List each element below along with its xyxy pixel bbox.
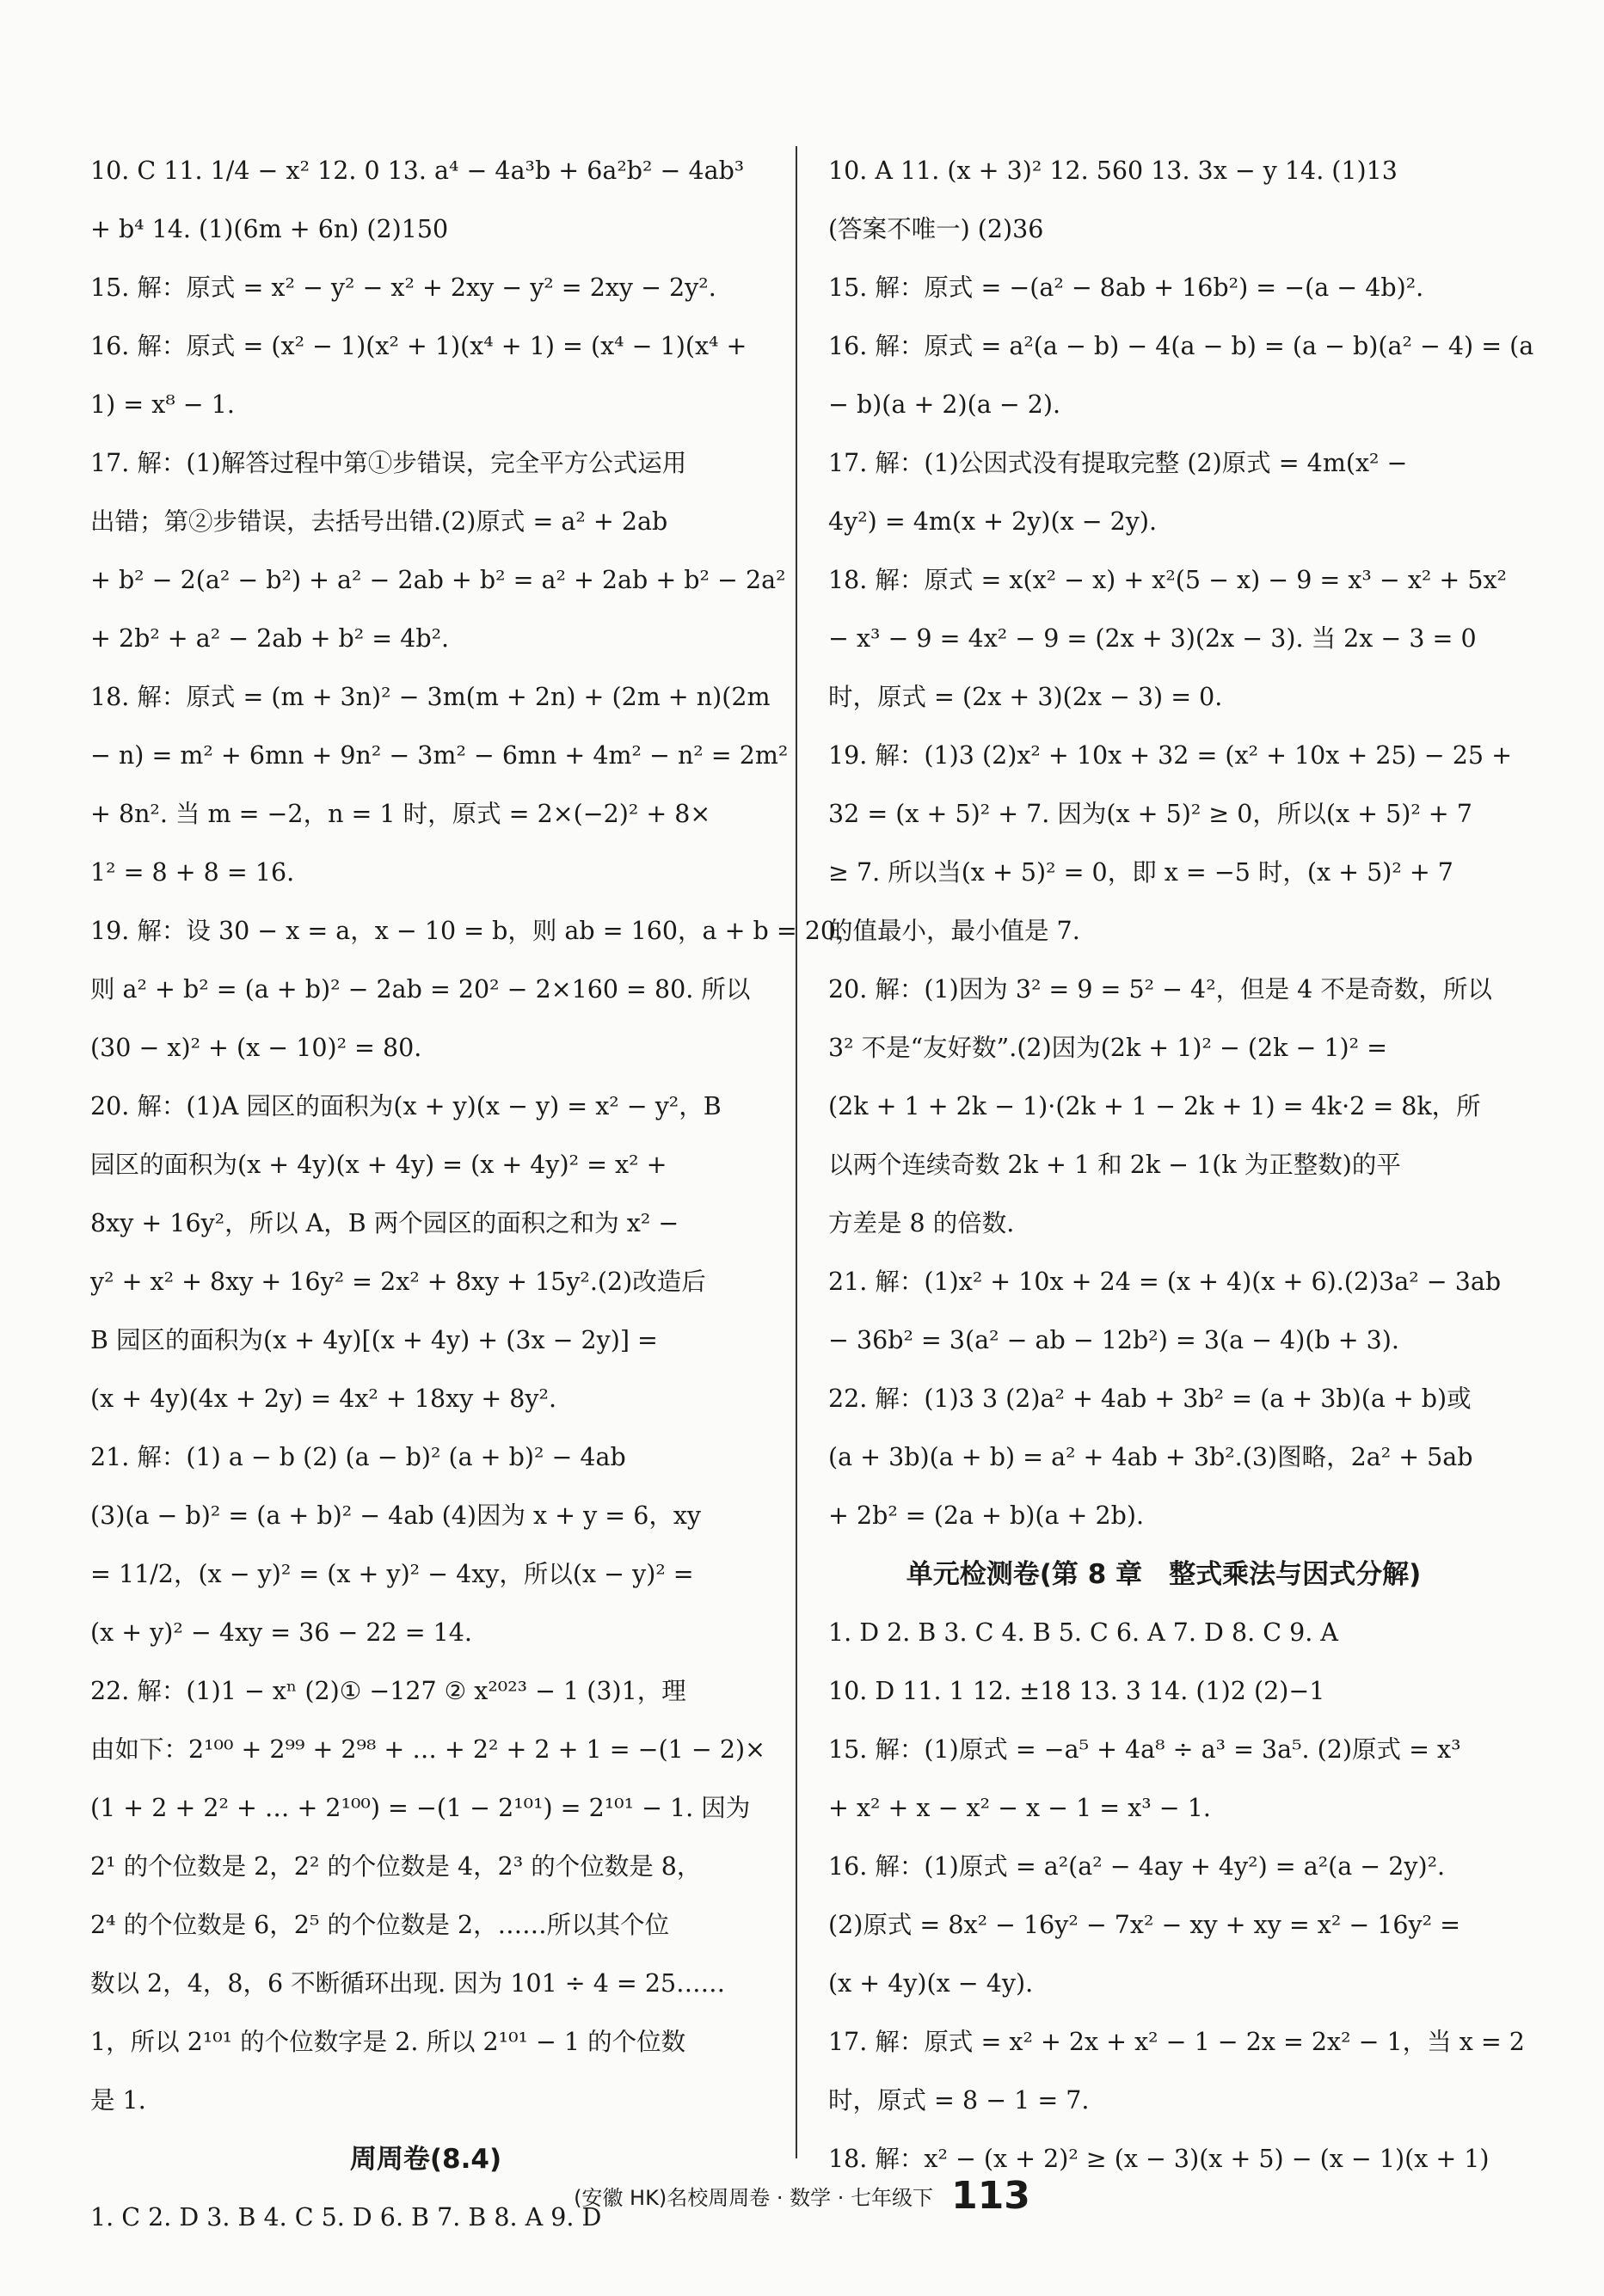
answer-line: 17. 解：(1)解答过程中第①步错误，完全平方公式运用 bbox=[90, 449, 687, 477]
answer-line: 22. 解：(1)1 − xⁿ (2)① −127 ② x²⁰²³ − 1 (3)1，理 bbox=[90, 1677, 686, 1705]
answer-line: 15. 解：原式 = x² − y² − x² + 2xy − y² = 2xy − 2y². bbox=[90, 273, 716, 302]
left-column bbox=[90, 142, 861, 2247]
answer-line: 方差是 8 的倍数. bbox=[828, 1209, 1015, 1237]
answer-line: + 8n². 当 m = −2，n = 1 时，原式 = 2×(−2)² + 8× bbox=[90, 800, 711, 828]
page-footer bbox=[0, 2174, 1604, 2234]
answer-line: − n) = m² + 6mn + 9n² − 3m² − 6mn + 4m² − n² = 2m² bbox=[90, 741, 789, 770]
answer-line: − x³ − 9 = 4x² − 9 = (2x + 3)(2x − 3). 当 2x − 3 = 0 bbox=[828, 624, 1477, 653]
answer-line: 则 a² + b² = (a + b)² − 2ab = 20² − 2×160 = 80. 所以 bbox=[90, 975, 751, 1004]
answer-line: 1) = x⁸ − 1. bbox=[90, 390, 235, 419]
answer-line: 15. 解：(1)原式 = −a⁵ + 4a⁸ ÷ a³ = 3a⁵. (2)原式 = x³ bbox=[828, 1735, 1461, 1764]
right-column bbox=[828, 142, 1534, 2189]
answer-line: 以两个连续奇数 2k + 1 和 2k − 1(k 为正整数)的平 bbox=[828, 1151, 1401, 1179]
answer-line: (答案不唯一) (2)36 bbox=[828, 215, 1044, 243]
answer-line: 17. 解：原式 = x² + 2x + x² − 1 − 2x = 2x² − 1，当 x = 2 bbox=[828, 2028, 1525, 2056]
answer-line: (x + 4y)(x − 4y). bbox=[828, 1969, 1034, 1998]
answer-line: B 园区的面积为(x + 4y)[(x + 4y) + (3x − 2y)] = bbox=[90, 1326, 658, 1354]
answer-line: 16. 解：原式 = a²(a − b) − 4(a − b) = (a − b)(a² − 4) = (a bbox=[828, 332, 1534, 360]
column-divider bbox=[796, 146, 797, 2158]
answer-line: 1，所以 2¹⁰¹ 的个位数字是 2. 所以 2¹⁰¹ − 1 的个位数 bbox=[90, 2028, 686, 2056]
answer-line: (2)原式 = 8x² − 16y² − 7x² − xy + xy = x² − 16y² = bbox=[828, 1911, 1460, 1939]
answer-line: 18. 解：x² − (x + 2)² ≥ (x − 3)(x + 5) − (x − 1)(x + 1) bbox=[828, 2145, 1490, 2173]
answer-line: 21. 解：(1)x² + 10x + 24 = (x + 4)(x + 6).(2)3a² − 3ab bbox=[828, 1268, 1502, 1296]
answer-line: 17. 解：(1)公因式没有提取完整 (2)原式 = 4m(x² − bbox=[828, 449, 1408, 477]
page-number: 113 bbox=[951, 2174, 1030, 2218]
answer-line: 数以 2，4，8，6 不断循环出现. 因为 101 ÷ 4 = 25…… bbox=[90, 1969, 726, 1998]
answer-line: (30 − x)² + (x − 10)² = 80. bbox=[90, 1034, 422, 1062]
answer-line: + b⁴ 14. (1)(6m + 6n) (2)150 bbox=[90, 215, 449, 243]
answer-line: ≥ 7. 所以当(x + 5)² = 0，即 x = −5 时，(x + 5)² + 7 bbox=[828, 858, 1453, 887]
answer-line: 21. 解：(1) a − b (2) (a − b)² (a + b)² − 4ab bbox=[90, 1443, 626, 1471]
answer-line: 出错；第②步错误，去括号出错.(2)原式 = a² + 2ab bbox=[90, 507, 668, 536]
answer-line: 2¹ 的个位数是 2，2² 的个位数是 4，2³ 的个位数是 8， bbox=[90, 1852, 702, 1881]
section-title: 单元检测卷(第 8 章 整式乘法与因式分解) bbox=[906, 1559, 1422, 1590]
answer-line: 1. C 2. D 3. B 4. C 5. D 6. B 7. B 8. A 9. D bbox=[90, 2203, 602, 2232]
answer-line: 20. 解：(1)因为 3² = 9 = 5² − 4²，但是 4 不是奇数，所以 bbox=[828, 975, 1492, 1004]
answer-line: y² + x² + 8xy + 16y² = 2x² + 8xy + 15y².(2)改造后 bbox=[90, 1268, 706, 1296]
answer-line: 4y²) = 4m(x + 2y)(x − 2y). bbox=[828, 507, 1158, 536]
answer-line: (x + y)² − 4xy = 36 − 22 = 14. bbox=[90, 1618, 472, 1647]
answer-line: − b)(a + 2)(a − 2). bbox=[828, 390, 1061, 419]
answer-line: 15. 解：原式 = −(a² − 8ab + 16b²) = −(a − 4b)². bbox=[828, 273, 1424, 302]
answer-line: + x² + x − x² − x − 1 = x³ − 1. bbox=[828, 1794, 1211, 1822]
answer-line: (2k + 1 + 2k − 1)·(2k + 1 − 2k + 1) = 4k·2 = 8k，所 bbox=[828, 1092, 1481, 1120]
answer-line: 3² 不是“友好数”.(2)因为(2k + 1)² − (2k − 1)² = bbox=[828, 1034, 1388, 1062]
answer-line: 22. 解：(1)3 3 (2)a² + 4ab + 3b² = (a + 3b)(a + b)或 bbox=[828, 1384, 1472, 1413]
answer-line: 20. 解：(1)A 园区的面积为(x + y)(x − y) = x² − y²，B bbox=[90, 1092, 722, 1120]
answer-line: 10. A 11. (x + 3)² 12. 560 13. 3x − y 14. (1)13 bbox=[828, 157, 1398, 185]
answer-line: 是 1. bbox=[90, 2086, 146, 2115]
answer-line: 1² = 8 + 8 = 16. bbox=[90, 858, 295, 887]
answer-line: (x + 4y)(4x + 2y) = 4x² + 18xy + 8y². bbox=[90, 1384, 557, 1413]
answer-line: 10. C 11. 1/4 − x² 12. 0 13. a⁴ − 4a³b + 6a²b² − 4ab³ bbox=[90, 157, 745, 185]
answer-line: + 2b² = (2a + b)(a + 2b). bbox=[828, 1501, 1145, 1530]
answer-line: − 36b² = 3(a² − ab − 12b²) = 3(a − 4)(b + 3). bbox=[828, 1326, 1399, 1354]
answer-line: 19. 解：设 30 − x = a，x − 10 = b，则 ab = 160，a + b = 20， bbox=[90, 917, 861, 945]
answer-line: 园区的面积为(x + 4y)(x + 4y) = (x + 4y)² = x² + bbox=[90, 1151, 667, 1179]
answer-line: 时，原式 = 8 − 1 = 7. bbox=[828, 2086, 1090, 2115]
answer-line: 时，原式 = (2x + 3)(2x − 3) = 0. bbox=[828, 683, 1223, 711]
answer-line: 由如下：2¹⁰⁰ + 2⁹⁹ + 2⁹⁸ + … + 2² + 2 + 1 = −(1 − 2)× bbox=[90, 1735, 765, 1764]
answer-line: (a + 3b)(a + b) = a² + 4ab + 3b².(3)图略，2a² + 5ab bbox=[828, 1443, 1473, 1471]
answer-line: 1. D 2. B 3. C 4. B 5. C 6. A 7. D 8. C 9. A bbox=[828, 1618, 1338, 1647]
answer-line: 18. 解：原式 = x(x² − x) + x²(5 − x) − 9 = x³ − x² + 5x² bbox=[828, 566, 1507, 594]
answer-line: 32 = (x + 5)² + 7. 因为(x + 5)² ≥ 0，所以(x + 5)² + 7 bbox=[828, 800, 1472, 828]
answer-line: 19. 解：(1)3 (2)x² + 10x + 32 = (x² + 10x + 25) − 25 + bbox=[828, 741, 1512, 770]
answer-line: (3)(a − b)² = (a + b)² − 4ab (4)因为 x + y = 6，xy bbox=[90, 1501, 701, 1530]
answer-line: (1 + 2 + 2² + … + 2¹⁰⁰) = −(1 − 2¹⁰¹) = 2¹⁰¹ − 1. 因为 bbox=[90, 1794, 751, 1822]
answer-line: 10. D 11. 1 12. ±18 13. 3 14. (1)2 (2)−1 bbox=[828, 1677, 1325, 1705]
section-title: 周周卷(8.4) bbox=[349, 2144, 502, 2175]
answer-line: + b² − 2(a² − b²) + a² − 2ab + b² = a² + 2ab + b² − 2a² bbox=[90, 566, 786, 594]
answer-line: 16. 解：原式 = (x² − 1)(x² + 1)(x⁴ + 1) = (x⁴ − 1)(x⁴ + bbox=[90, 332, 747, 360]
answer-line: 2⁴ 的个位数是 6，2⁵ 的个位数是 2，……所以其个位 bbox=[90, 1911, 670, 1939]
answer-line: 18. 解：原式 = (m + 3n)² − 3m(m + 2n) + (2m + n)(2m bbox=[90, 683, 771, 711]
answer-line: + 2b² + a² − 2ab + b² = 4b². bbox=[90, 624, 450, 653]
answer-line: 16. 解：(1)原式 = a²(a² − 4ay + 4y²) = a²(a − 2y)². bbox=[828, 1852, 1446, 1881]
answer-line: = 11/2，(x − y)² = (x + y)² − 4xy，所以(x − y)² = bbox=[90, 1560, 694, 1588]
footer-text: (安徽 HK)名校周周卷 · 数学 · 七年级下 bbox=[574, 2186, 933, 2210]
answer-line: 8xy + 16y²，所以 A，B 两个园区的面积之和为 x² − bbox=[90, 1209, 679, 1237]
answer-line: 的值最小，最小值是 7. bbox=[828, 917, 1080, 945]
